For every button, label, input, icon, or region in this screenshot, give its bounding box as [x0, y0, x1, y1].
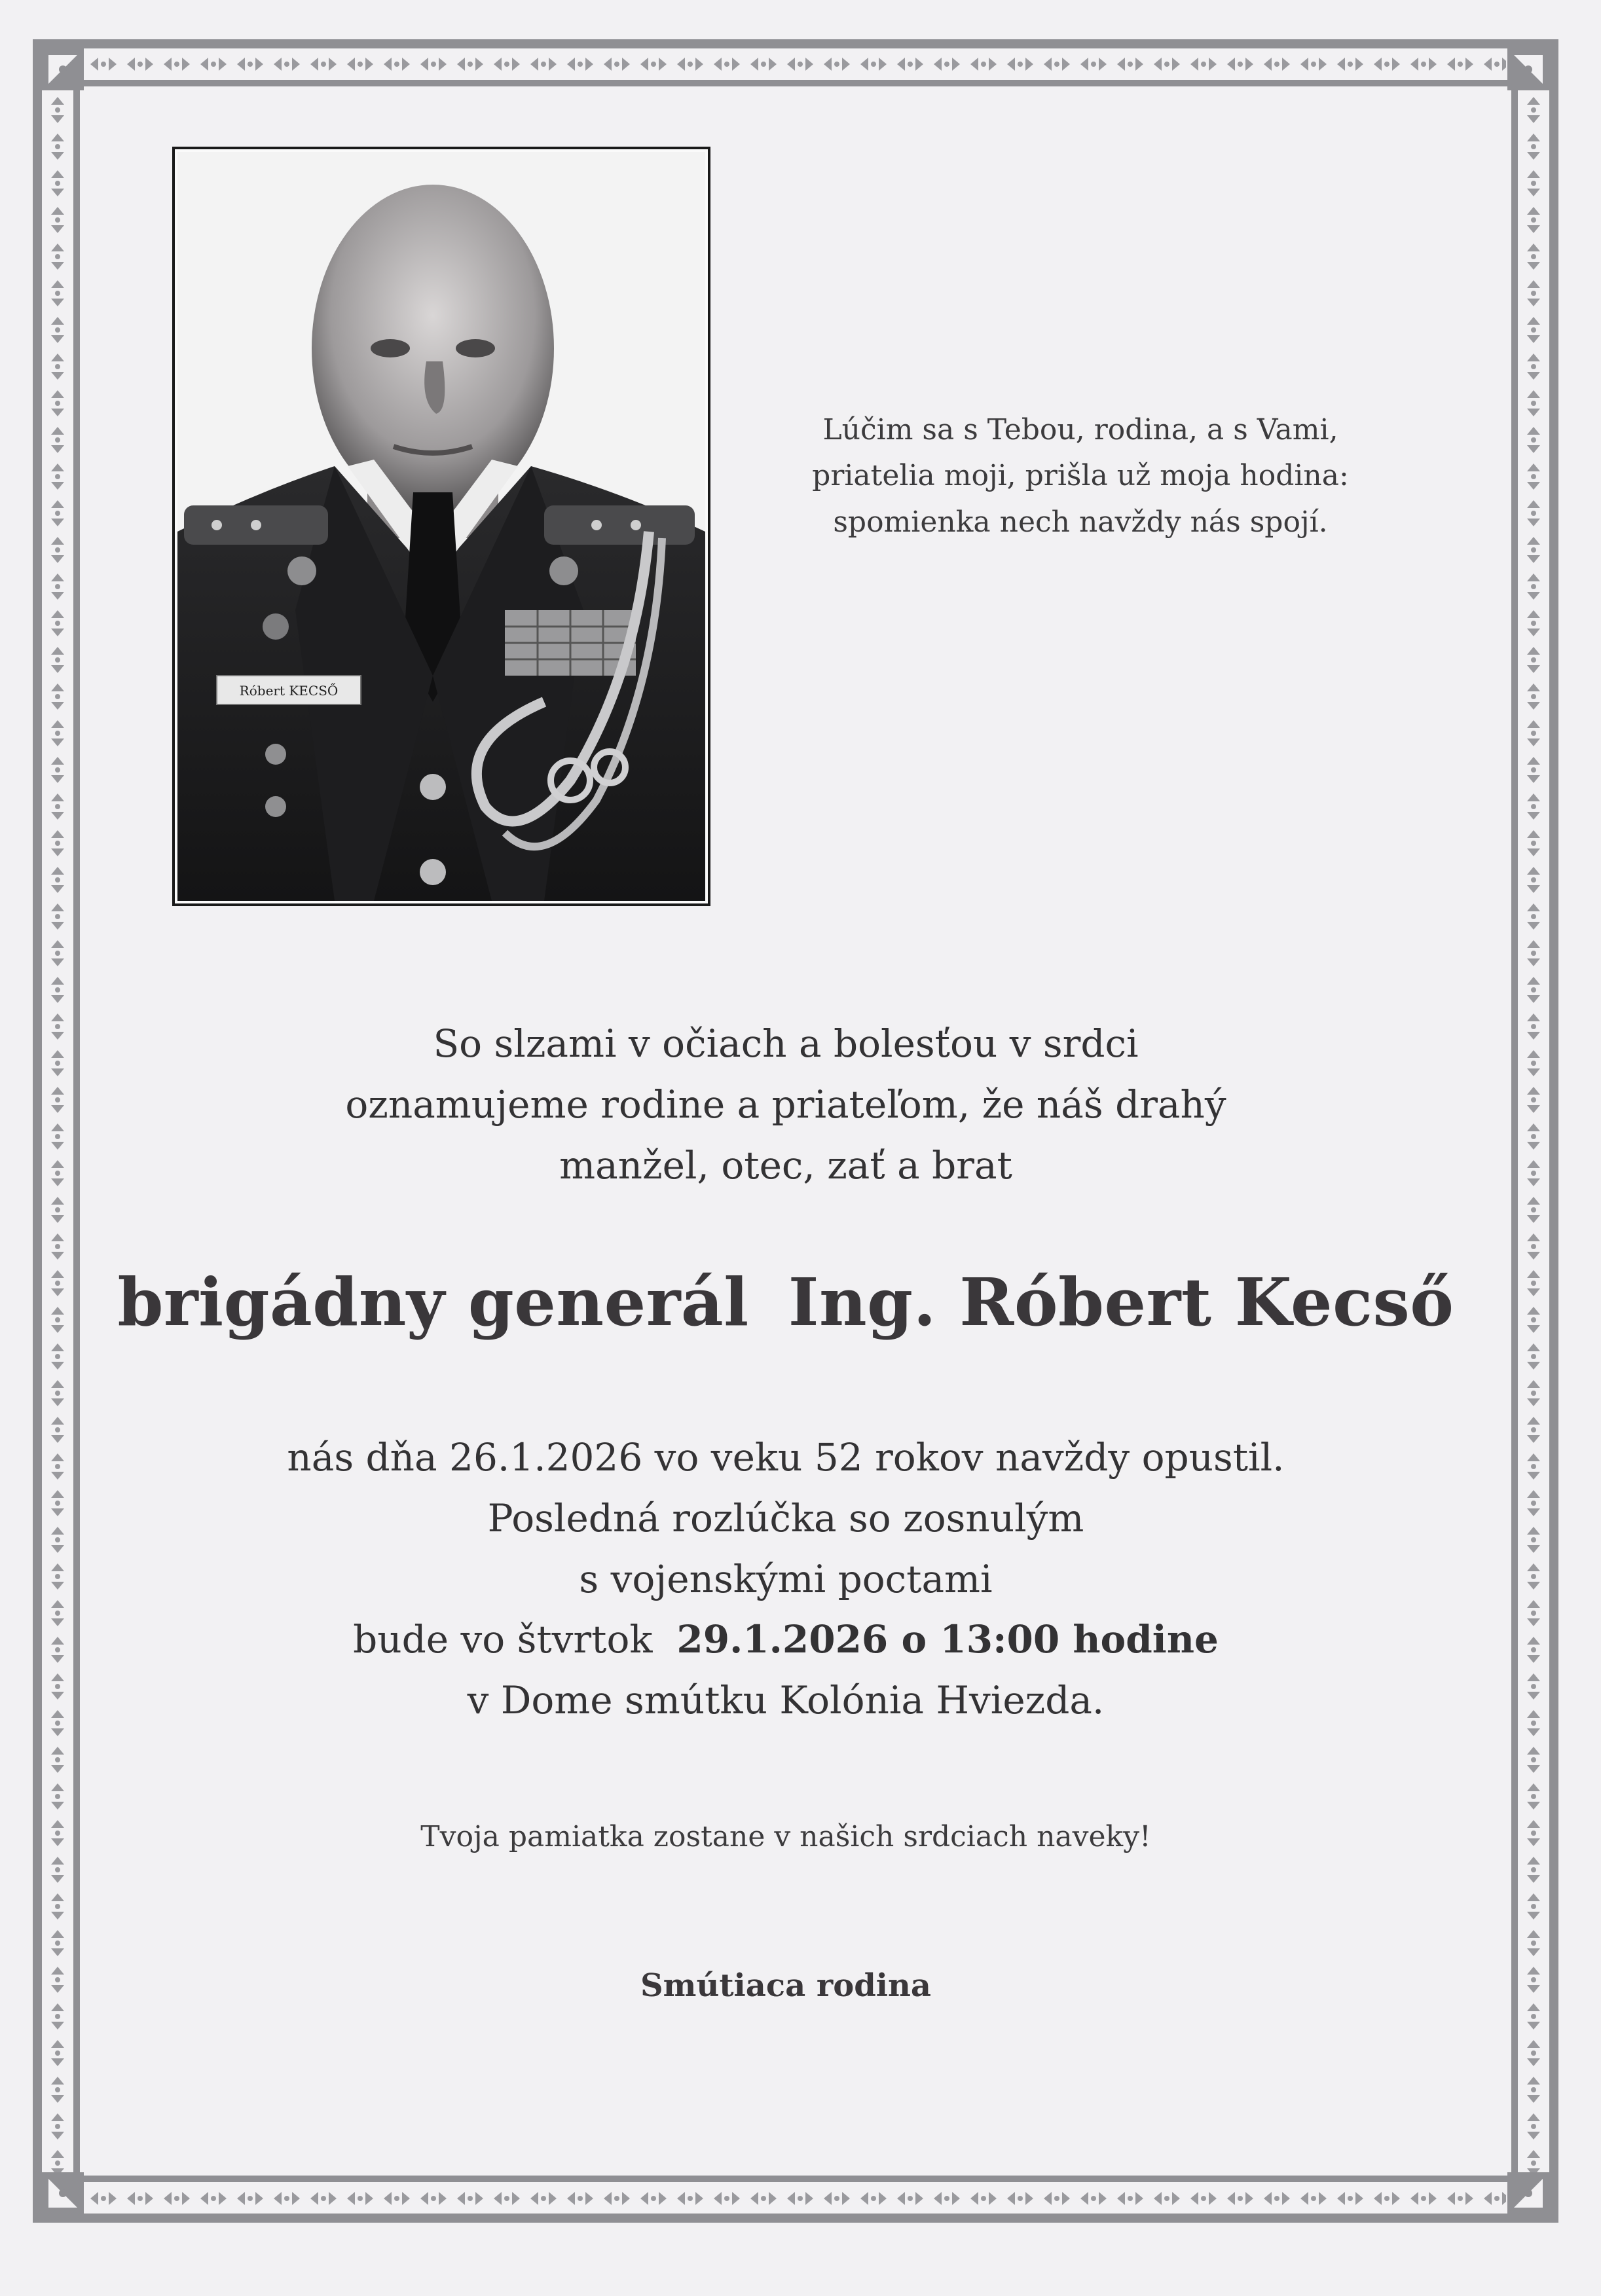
poem-line: priatelia moji, prišla už moja hodina: [812, 459, 1349, 493]
intro-line: manžel, otec, zať a brat [559, 1142, 1012, 1188]
details-line: nás dňa 26.1.2026 vo veku 52 rokov navždy opustil. [287, 1435, 1285, 1480]
poem [753, 407, 1408, 545]
portrait-photo [172, 147, 710, 906]
farewell-text: Tvoja pamiatka zostane v našich srdciach naveky! [420, 1820, 1151, 1853]
funeral-details [164, 1427, 1408, 1731]
ornament-band-left [45, 92, 71, 2174]
deceased-name-heading [98, 1264, 1473, 1341]
details-line-datetime [164, 1609, 1408, 1670]
name-tag-text: Róbert KECSŐ [239, 683, 339, 699]
ornament-band-top [85, 51, 1506, 77]
intro-line: oznamujeme rodine a priateľom, že náš drahý [345, 1082, 1226, 1127]
details-line: s vojenskými poctami [579, 1556, 993, 1601]
poem-line: spomienka nech navždy nás spojí. [833, 505, 1328, 539]
ornament-band-right [1520, 92, 1547, 2174]
announcement-intro [196, 1013, 1375, 1195]
signature: Smútiaca rodina [640, 1967, 931, 2004]
deceased-rank: brigádny generál [117, 1264, 749, 1341]
intro-line: So slzami v očiach a bolesťou v srdci [433, 1021, 1139, 1066]
details-weekday: bude vo štvrtok [353, 1617, 653, 1662]
portrait-illustration [177, 152, 705, 901]
details-line: v Dome smútku Kolónia Hviezda. [467, 1678, 1105, 1723]
corner-ornament-icon [42, 48, 84, 90]
corner-ornament-icon [42, 2172, 84, 2214]
funeral-datetime: 29.1.2026 o 13:00 hodine [676, 1617, 1219, 1662]
corner-ornament-icon [1507, 48, 1549, 90]
deceased-name: Ing. Róbert Kecső [788, 1264, 1454, 1341]
details-line: Posledná rozlúčka so zosnulým [487, 1495, 1084, 1540]
poem-line: Lúčim sa s Tebou, rodina, a s Vami, [822, 413, 1338, 446]
corner-ornament-icon [1507, 2172, 1549, 2214]
ornament-band-bottom [85, 2185, 1506, 2212]
